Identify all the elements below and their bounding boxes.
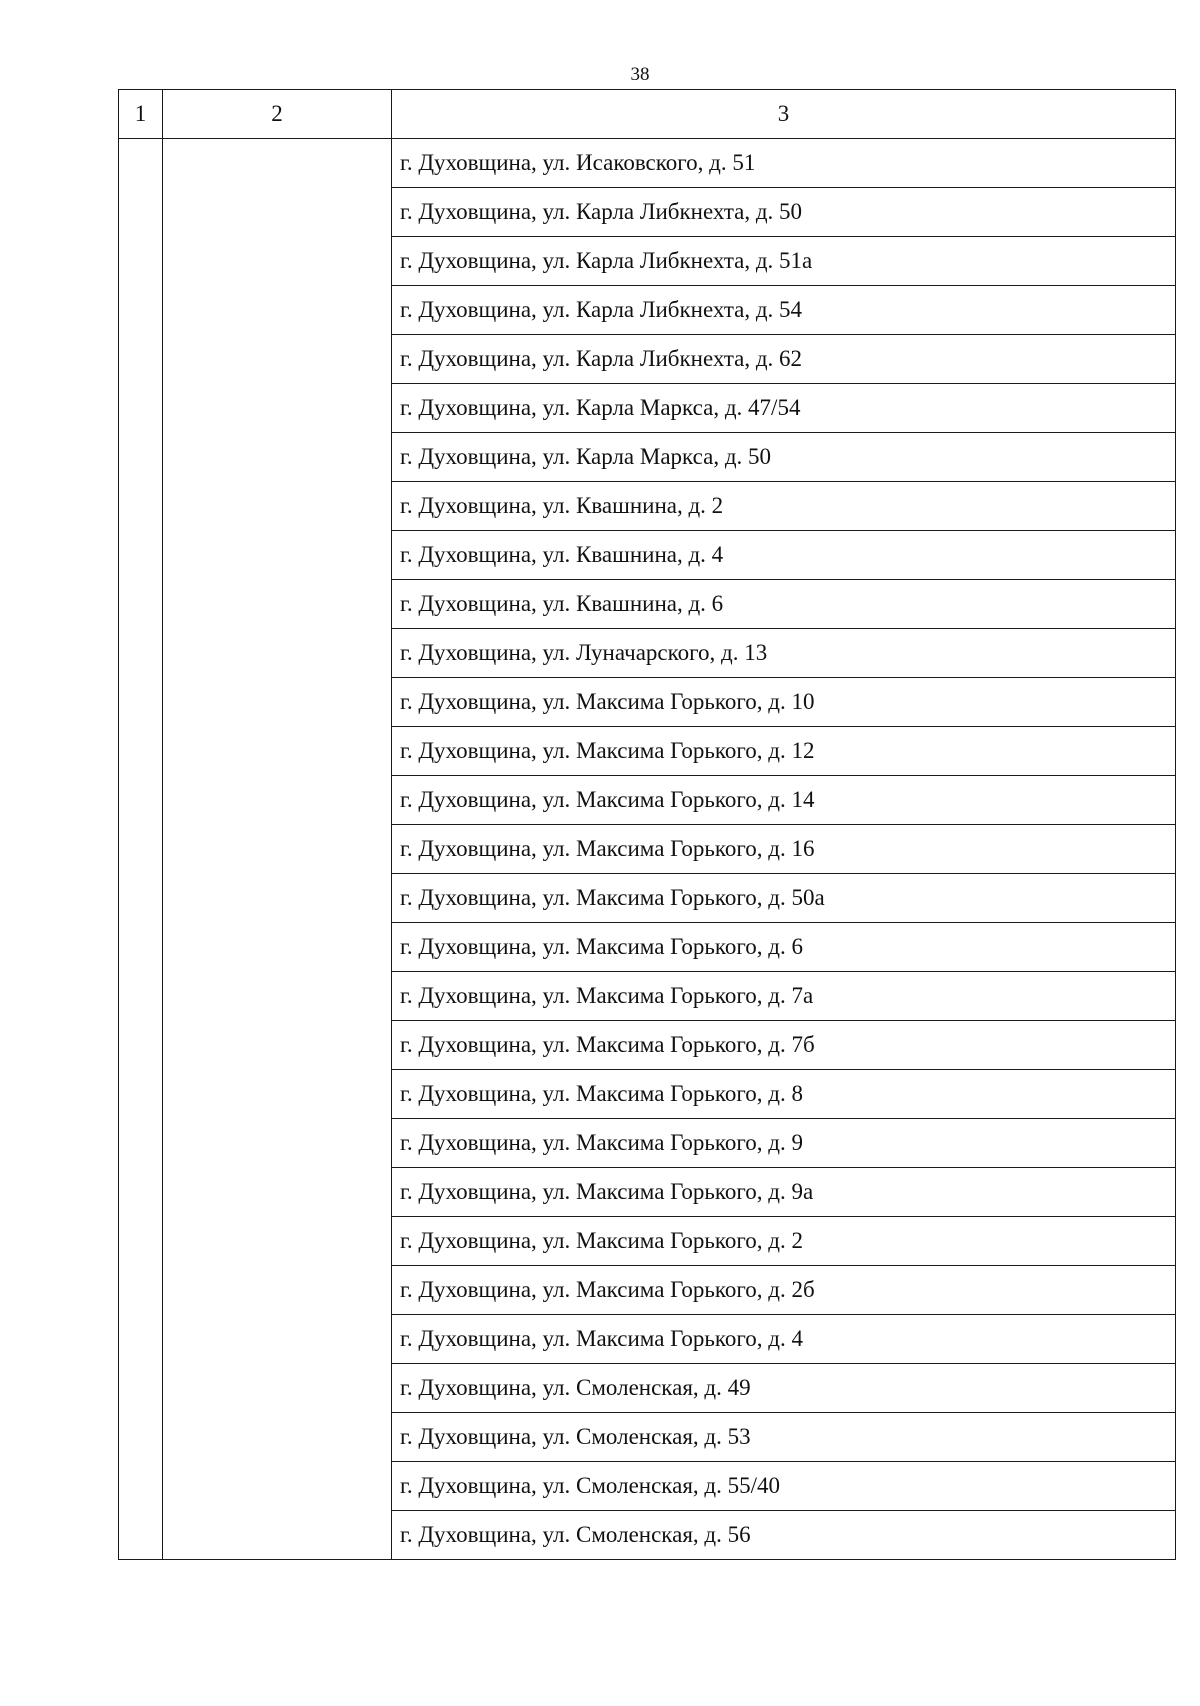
- address-cell: г. Духовщина, ул. Максима Горького, д. 2: [392, 1217, 1176, 1266]
- address-cell: г. Духовщина, ул. Максима Горького, д. 14: [392, 776, 1176, 825]
- address-cell: г. Духовщина, ул. Максима Горького, д. 7б: [392, 1021, 1176, 1070]
- address-cell: г. Духовщина, ул. Карла Либкнехта, д. 54: [392, 286, 1176, 335]
- table-header-row: [119, 90, 1176, 139]
- address-cell: г. Духовщина, ул. Смоленская, д. 55/40: [392, 1462, 1176, 1511]
- address-cell: г. Духовщина, ул. Максима Горького, д. 10: [392, 678, 1176, 727]
- address-cell: г. Духовщина, ул. Максима Горького, д. 7а: [392, 972, 1176, 1021]
- address-table: [118, 89, 1176, 1560]
- address-cell: г. Духовщина, ул. Исаковского, д. 51: [392, 139, 1176, 188]
- address-cell: г. Духовщина, ул. Максима Горького, д. 4: [392, 1315, 1176, 1364]
- header-cell-3: 3: [392, 90, 1176, 139]
- address-table-body: [119, 90, 1176, 1560]
- address-cell: г. Духовщина, ул. Карла Либкнехта, д. 62: [392, 335, 1176, 384]
- address-cell: г. Духовщина, ул. Максима Горького, д. 50а: [392, 874, 1176, 923]
- header-cell-1: 1: [119, 90, 163, 139]
- header-cell-2: 2: [163, 90, 392, 139]
- merged-cell-col2: [163, 139, 392, 1560]
- address-cell: г. Духовщина, ул. Максима Горького, д. 2б: [392, 1266, 1176, 1315]
- address-cell: г. Духовщина, ул. Карла Либкнехта, д. 50: [392, 188, 1176, 237]
- address-cell: г. Духовщина, ул. Максима Горького, д. 6: [392, 923, 1176, 972]
- address-cell: г. Духовщина, ул. Луначарского, д. 13: [392, 629, 1176, 678]
- address-cell: г. Духовщина, ул. Максима Горького, д. 16: [392, 825, 1176, 874]
- merged-cell-col1: [119, 139, 163, 1560]
- address-cell: г. Духовщина, ул. Квашнина, д. 6: [392, 580, 1176, 629]
- address-cell: г. Духовщина, ул. Карла Маркса, д. 47/54: [392, 384, 1176, 433]
- address-cell: г. Духовщина, ул. Максима Горького, д. 9а: [392, 1168, 1176, 1217]
- address-cell: г. Духовщина, ул. Карла Либкнехта, д. 51а: [392, 237, 1176, 286]
- address-cell: г. Духовщина, ул. Максима Горького, д. 9: [392, 1119, 1176, 1168]
- address-cell: г. Духовщина, ул. Смоленская, д. 56: [392, 1511, 1176, 1560]
- address-cell: г. Духовщина, ул. Максима Горького, д. 8: [392, 1070, 1176, 1119]
- address-cell: г. Духовщина, ул. Квашнина, д. 4: [392, 531, 1176, 580]
- table-row: [119, 139, 1176, 188]
- page-number: 38: [630, 64, 650, 85]
- address-cell: г. Духовщина, ул. Смоленская, д. 49: [392, 1364, 1176, 1413]
- address-cell: г. Духовщина, ул. Максима Горького, д. 12: [392, 727, 1176, 776]
- address-cell: г. Духовщина, ул. Квашнина, д. 2: [392, 482, 1176, 531]
- address-cell: г. Духовщина, ул. Смоленская, д. 53: [392, 1413, 1176, 1462]
- address-cell: г. Духовщина, ул. Карла Маркса, д. 50: [392, 433, 1176, 482]
